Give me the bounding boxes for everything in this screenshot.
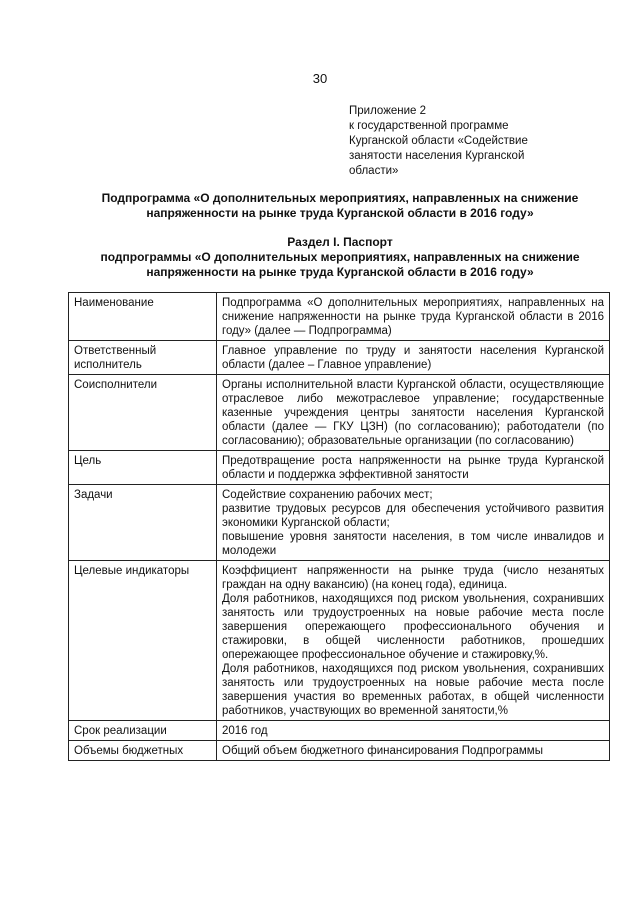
appendix-line: занятости населения Курганской — [349, 150, 525, 162]
row-label-indicators: Целевые индикаторы — [69, 561, 217, 721]
section-subtitle-line: напряженности на рынке труда Курганской области в 2016 году» — [146, 265, 534, 279]
row-value-coexecutors — [217, 375, 610, 451]
section-subtitle-line: подпрограммы «О дополнительных мероприятиях, направленных на снижение — [100, 250, 580, 264]
appendix-line: Курганской области «Содействие — [349, 135, 528, 147]
table-row — [69, 375, 610, 451]
page-number: 30 — [312, 71, 328, 86]
table-row — [69, 485, 610, 561]
row-value-name — [217, 293, 610, 341]
table-row — [69, 293, 610, 341]
table-row — [69, 721, 610, 741]
row-value-executor — [217, 341, 610, 375]
row-label-term: Срок реализации — [69, 721, 217, 741]
value-line: Главное управление по труду и занятости населения Курганской области (далее – Главное управление) — [222, 345, 604, 371]
subprogram-title — [60, 191, 620, 221]
row-value-goal — [217, 451, 610, 485]
row-value-term — [217, 721, 610, 741]
row-label-tasks: Задачи — [69, 485, 217, 561]
appendix-line: Приложение 2 — [349, 105, 427, 117]
value-line: Подпрограмма «О дополнительных мероприятиях, направленных на снижение напряженности на рынке труда Курганской области в 2016 году» (далее — Подпрограмма) — [222, 297, 604, 337]
row-label-name: Наименование — [69, 293, 217, 341]
value-line: Содействие сохранению рабочих мест; — [222, 489, 433, 501]
subprogram-title-line: напряженности на рынке труда Курганской области в 2016 году» — [146, 206, 534, 220]
table-row — [69, 451, 610, 485]
value-line: Доля работников, находящихся под риском увольнения, сохранивших занятость или трудоустроенных на новые рабочие места после завершения участия во временных работах, в общей численности работников, участвующих во временной занятости,% — [222, 663, 604, 717]
section-title-block — [60, 235, 620, 280]
row-value-indicators — [217, 561, 610, 721]
value-line: Общий объем бюджетного финансирования Подпрограммы — [222, 745, 543, 757]
row-label-goal: Цель — [69, 451, 217, 485]
value-line: повышение уровня занятости населения, в том числе инвалидов и молодежи — [222, 531, 604, 557]
subprogram-title-line: Подпрограмма «О дополнительных мероприятиях, направленных на снижение — [101, 191, 579, 205]
value-line: Предотвращение роста напряженности на рынке труда Курганской области и поддержка эффективной занятости — [222, 455, 604, 481]
table-row — [69, 341, 610, 375]
value-line: развитие трудовых ресурсов для обеспечения устойчивого развития экономики Курганской области; — [222, 503, 604, 529]
appendix-note — [349, 104, 569, 179]
row-label-executor: Ответственный исполнитель — [69, 341, 217, 375]
value-line: Доля работников, находящихся под риском увольнения, сохранивших занятость или трудоустроенных на новые рабочие места после завершения опережающего профессионального обучения и стажировки, в общей численности работников, прошедших опережающее профессиональное обучение и стажировку,%. — [222, 593, 604, 661]
row-label-budget: Объемы бюджетных — [69, 741, 217, 761]
section-heading: Раздел I. Паспорт — [287, 235, 393, 249]
appendix-line: к государственной программе — [349, 120, 509, 132]
row-label-coexecutors: Соисполнители — [69, 375, 217, 451]
value-line: 2016 год — [222, 725, 268, 737]
table-row — [69, 741, 610, 761]
row-value-budget — [217, 741, 610, 761]
table-row — [69, 561, 610, 721]
appendix-line: области» — [349, 165, 399, 177]
value-line: Органы исполнительной власти Курганской области, осуществляющие отраслевое либо межотраслевое управление; государственные казенные учреждения центры занятости населения Курганской области (далее — ГКУ ЦЗН) (по согласованию); работодатели (по согласованию); образовательные организации (по согласованию) — [222, 379, 604, 447]
value-line: Коэффициент напряженности на рынке труда (число незанятых граждан на одну вакансию) (на конец года), единица. — [222, 565, 604, 591]
row-value-tasks — [217, 485, 610, 561]
passport-table — [68, 292, 610, 761]
